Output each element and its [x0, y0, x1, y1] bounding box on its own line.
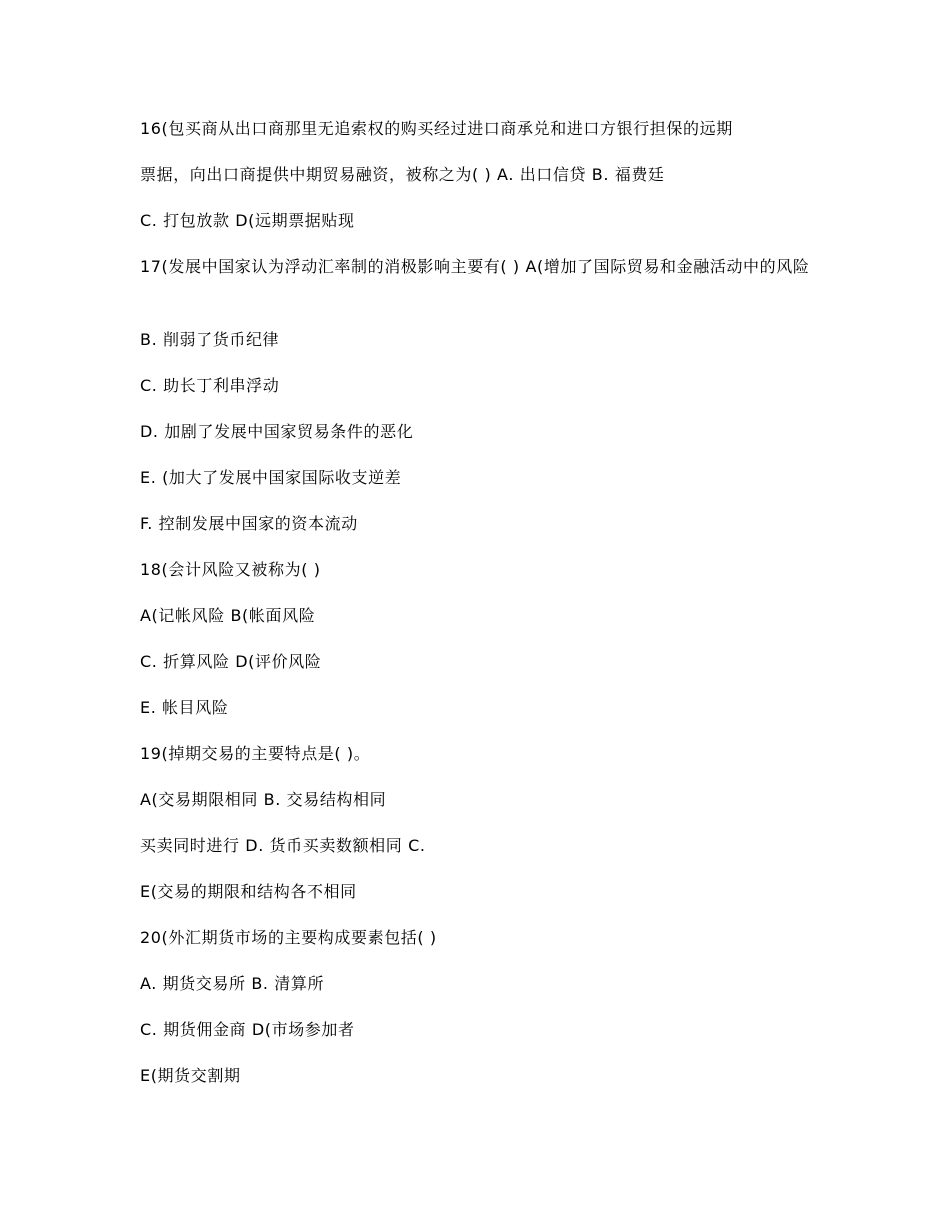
question-17-stem: 17(发展中国家认为浮动汇率制的消极影响主要有( ) A(增加了国际贸易和金融活动中的风险 [140, 257, 810, 276]
question-16-line-1: 16(包买商从出口商那里无追索权的购买经过进口商承兑和进口方银行担保的远期 [140, 119, 733, 138]
question-19-stem: 19(掉期交易的主要特点是( )。 [140, 744, 371, 763]
question-20-option-e: E(期货交割期 [140, 1066, 241, 1085]
question-19-options-cd: 买卖同时进行 D. 货币买卖数额相同 C. [140, 836, 426, 855]
question-18-stem: 18(会计风险又被称为( ) [140, 560, 321, 579]
question-16-line-2: 票据，向出口商提供中期贸易融资，被称之为( ) A. 出口信贷 B. 福费廷 [140, 165, 665, 184]
question-20-options-cd: C. 期货佣金商 D(市场参加者 [140, 1020, 355, 1039]
question-17-option-c: C. 助长丁利串浮动 [140, 376, 280, 395]
question-20-options-ab: A. 期货交易所 B. 清算所 [140, 974, 325, 993]
question-19-option-e: E(交易的期限和结构各不相同 [140, 882, 357, 901]
question-16-options: C. 打包放款 D(远期票据贴现 [140, 211, 355, 230]
question-18-option-e: E. 帐目风险 [140, 698, 229, 717]
question-17-option-b: B. 削弱了货币纪律 [140, 330, 280, 349]
question-17-option-d: D. 加剧了发展中国家贸易条件的恶化 [140, 422, 414, 441]
question-17-option-f: F. 控制发展中国家的资本流动 [140, 514, 358, 533]
question-18-options-ab: A(记帐风险 B(帐面风险 [140, 606, 316, 625]
question-20-stem: 20(外汇期货市场的主要构成要素包括( ) [140, 928, 437, 947]
question-18-options-cd: C. 折算风险 D(评价风险 [140, 652, 322, 671]
question-17-option-e: E. (加大了发展中国家国际收支逆差 [140, 468, 402, 487]
question-19-options-ab: A(交易期限相同 B. 交易结构相同 [140, 790, 387, 809]
